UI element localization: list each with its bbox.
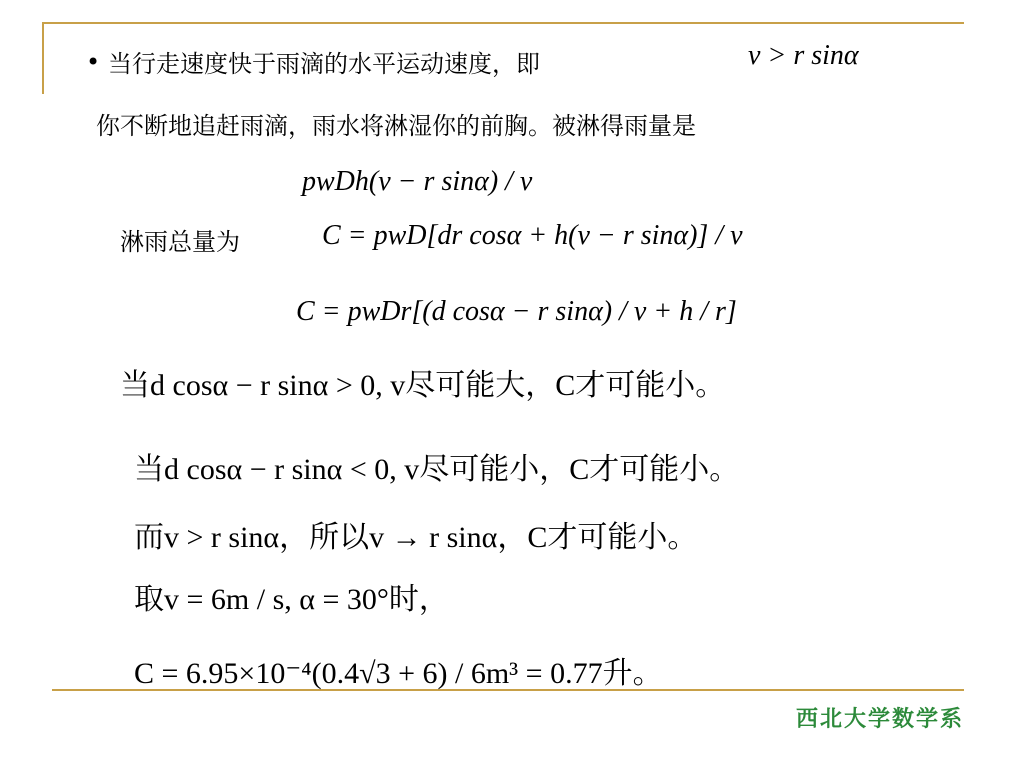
formula-rain-front: pwDh(v − r sinα) / v [302, 166, 533, 197]
line-2-text: 你不断地追赶雨滴，雨水将淋湿你的前胸。被淋得雨量是 [96, 112, 696, 140]
example-parameters: 取v = 6m / s, α = 30°时， [134, 583, 449, 616]
footer-department: 西北大学数学系 [795, 707, 964, 732]
line-1-math: v > r sinα [748, 40, 859, 71]
formula-total-rain-rewritten: C = pwDr[(d cosα − r sinα) / v + h / r] [296, 296, 737, 327]
total-rain-label: 淋雨总量为 [120, 228, 240, 256]
case-negative: 当d cosα − r sinα < 0, v尽可能小，C才可能小。 [134, 453, 740, 486]
example-result: C = 6.95×10⁻⁴(0.4√3 + 6) / 6m³ = 0.77升。 [134, 657, 663, 690]
case-positive: 当d cosα − r sinα > 0, v尽可能大，C才可能小。 [120, 369, 726, 402]
line-1-text: 当行走速度快于雨滴的水平运动速度，即 [108, 50, 540, 78]
bullet-marker: • [86, 48, 101, 76]
formula-total-rain: C = pwD[dr cosα + h(v − r sinα)] / v [322, 220, 743, 251]
left-accent-rule [42, 22, 44, 94]
conclusion-line: 而v > r sinα，所以v → r sinα，C才可能小。 [134, 521, 698, 554]
top-accent-rule [42, 22, 964, 24]
